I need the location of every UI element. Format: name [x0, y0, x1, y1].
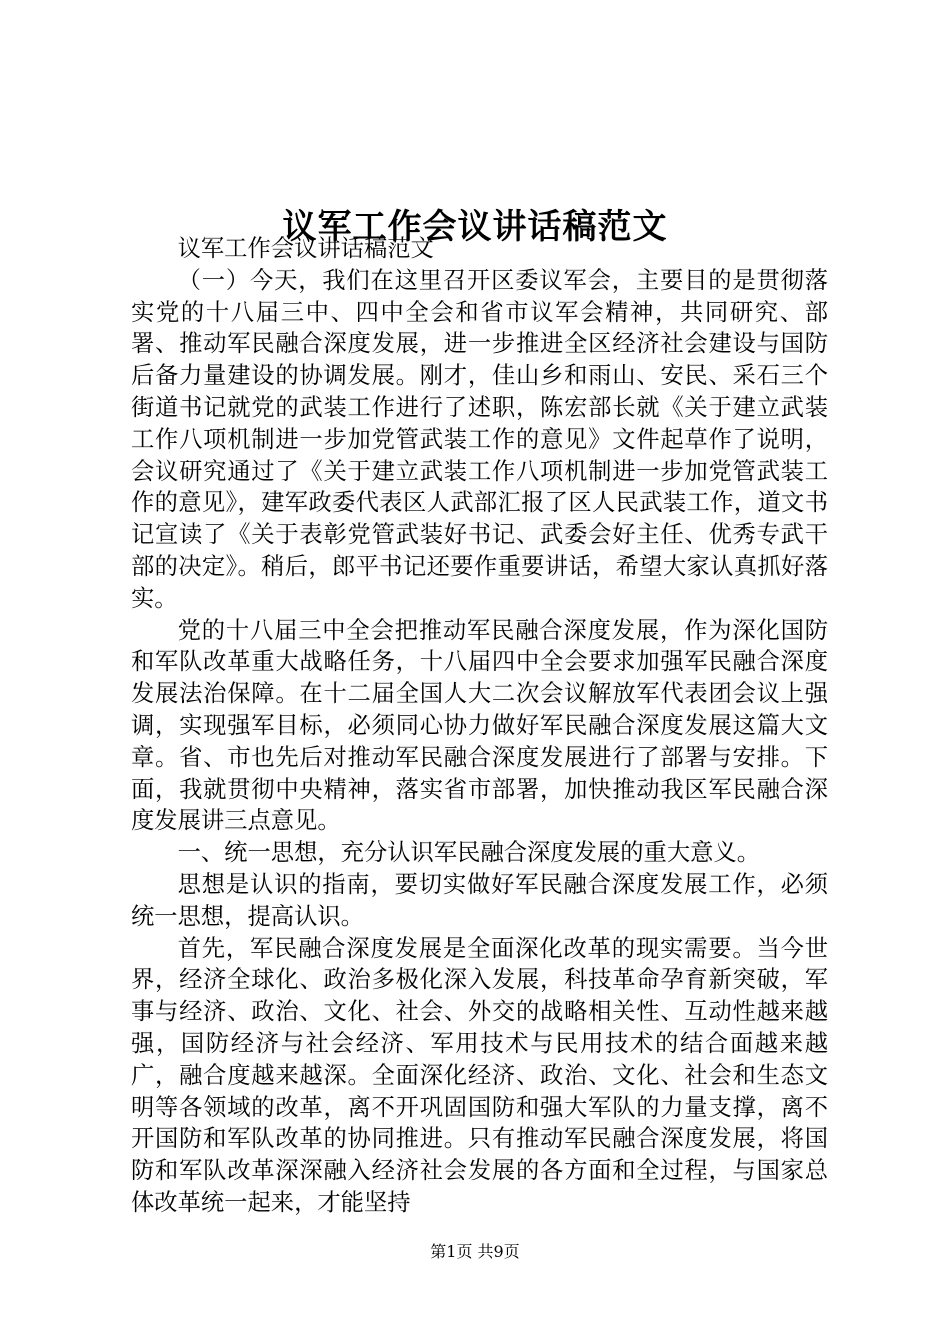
paragraph: （一）今天，我们在这里召开区委议军会，主要目的是贯彻落实党的十八届三中、四中全会和省市议军会精神，共同研究、部署、推动军民融合深度发展，进一步推进全区经济社会建设与国防后备力量建设的协调发展。刚才，佳山乡和雨山、安民、采石三个街道书记就党的武装工作进行了述职，陈宏部长就《关于建立武装工作八项机制进一步加党管武装工作的意见》文件起草作了说明，会议研究通过了《关于建立武装工作八项机制进一步加党管武装工作的意见》，建军政委代表区人武部汇报了区人民武装工作，道文书记宣读了《关于表彰党管武装好书记、武委会好主任、优秀专武干部的决定》。稍后，郎平书记还要作重要讲话，希望大家认真抓好落实。	[131, 266, 828, 612]
document-title: 议军工作会议讲话稿范文	[282, 206, 668, 247]
paragraph: 首先，军民融合深度发展是全面深化改革的现实需要。当今世界，经济全球化、政治多极化深入发展，科技革命孕育新突破，军事与经济、政治、文化、社会、外交的战略相关性、互动性越来越强，国防经济与社会经济、军用技术与民用技术的结合面越来越广，融合度越来越深。全面深化经济、政治、文化、社会和生态文明等各领域的改革，离不开巩固国防和强大军队的力量支撑，离不开国防和军队改革的协同推进。只有推动军民融合深度发展，将国防和军队改革深深融入经济社会发展的各方面和全过程，与国家总体改革统一起来，才能坚持	[131, 934, 828, 1216]
paragraph: 党的十八届三中全会把推动军民融合深度发展，作为深化国防和军队改革重大战略任务，十八届四中全会要求加强军民融合深度发展法治保障。在十二届全国人大二次会议解放军代表团会议上强调，实现强军目标，必须同心协力做好军民融合深度发展这篇大文章。省、市也先后对推动军民融合深度发展进行了部署与安排。下面，我就贯彻中央精神，落实省市部署，加快推动我区军民融合深度发展讲三点意见。	[131, 616, 828, 835]
paragraph: 思想是认识的指南，要切实做好军民融合深度发展工作，必须统一思想，提高认识。	[131, 870, 828, 930]
document-body	[131, 233, 828, 1219]
paragraph-subtitle: 议军工作会议讲话稿范文	[177, 235, 434, 262]
section-heading: 一、统一思想，充分认识军民融合深度发展的重大意义。	[177, 839, 761, 867]
page-footer: 第1页 共9页	[430, 1242, 520, 1261]
